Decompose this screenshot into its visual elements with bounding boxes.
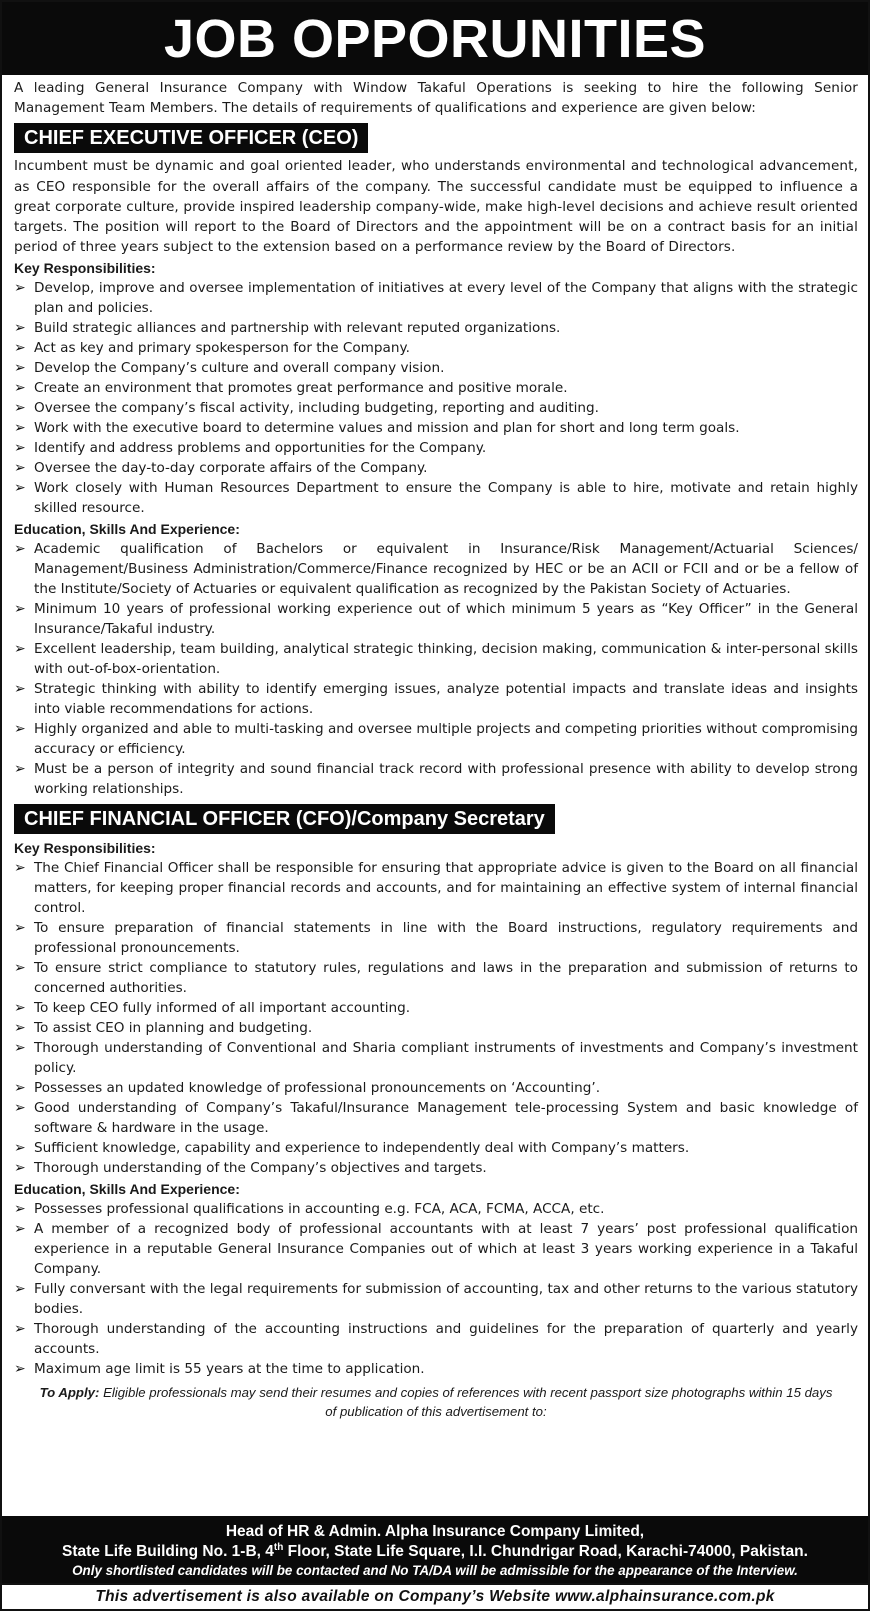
list-item: ➢ Build strategic alliances and partnership with relevant reputed organizations. (14, 318, 858, 338)
advert-body (2, 75, 868, 1421)
list-item: ➢ Oversee the day-to-day corporate affairs of the Company. (14, 458, 858, 478)
list-item: ➢ To ensure strict compliance to statutory rules, regulations and laws in the preparation and submission of returns to concerned authorities. (14, 958, 858, 998)
contact-footer (2, 1516, 868, 1609)
cfo-section-heading: CHIEF FINANCIAL OFFICER (CFO)/Company Secretary (14, 804, 555, 834)
list-item: ➢ To assist CEO in planning and budgeting. (14, 1018, 858, 1038)
list-item: ➢ The Chief Financial Officer shall be responsible for ensuring that appropriate advice is given to the Board on all financial matters, for keeping proper financial records and accounts, and for maintaining an effective system of internal financial control. (14, 858, 858, 918)
list-item: ➢ Academic qualification of Bachelors or equivalent in Insurance/Risk Management/Actuarial Sciences/ Management/Business Administration/Commerce/Finance recognized by HEC or be an ACII or FCII and or be a fellow of the Institute/Society of Actuaries or equivalent qualification as recognized by the Pakistan Society of Actuaries. (14, 539, 858, 599)
list-item: ➢ Good understanding of Company’s Takaful/Insurance Management tele-processing System and basic knowledge of software & hardware in the usage. (14, 1098, 858, 1138)
address-ordinal: th (273, 1541, 284, 1553)
list-item: ➢ Possesses professional qualifications in accounting e.g. FCA, ACA, FCMA, ACCA, etc. (14, 1199, 858, 1219)
list-item: ➢ To ensure preparation of financial statements in line with the Board instructions, regulatory requirements and professional pronouncements. (14, 918, 858, 958)
list-item: ➢ Thorough understanding of the Company’s objectives and targets. (14, 1158, 858, 1178)
ceo-responsibilities-list (14, 278, 858, 518)
cfo-education-heading: Education, Skills And Experience: (14, 1181, 240, 1198)
list-item: ➢ Develop the Company’s culture and overall company vision. (14, 358, 858, 378)
advert-title: JOB OPPORUNITIES (2, 2, 868, 75)
list-item: ➢ To keep CEO fully informed of all important accounting. (14, 998, 858, 1018)
list-item: ➢ A member of a recognized body of professional accountants with at least 7 years’ post professional qualification experience in a reputable General Insurance Companies out of which at least 3 years working experience in a Takaful Company. (14, 1219, 858, 1279)
contact-address (6, 1542, 864, 1562)
ceo-section-heading: CHIEF EXECUTIVE OFFICER (CEO) (14, 123, 368, 153)
ceo-description: Incumbent must be dynamic and goal oriented leader, who understands environmental and technological advancement, as CEO responsible for the overall affairs of the company. The successful candidate must be equipped to influence a great corporate culture, provide inspired leadership company-wide, make high-level decisions and achieve result oriented targets. The position will report to the Board of Directors and the appointment will be on a contract basis for an initial period of three years subject to the extension based on a performance review by the Board of Directors. (14, 158, 858, 256)
shortlist-notice: Only shortlisted candidates will be contacted and No TA/DA will be admissible for the appearance of the Interview. (72, 1563, 798, 1578)
apply-text: Eligible professionals may send their resumes and copies of references with recent passport size photographs within 15 days of publication of this advertisement to: (103, 1385, 833, 1420)
list-item: ➢ Create an environment that promotes great performance and positive morale. (14, 378, 858, 398)
list-item: ➢ Sufficient knowledge, capability and experience to independently deal with Company’s matters. (14, 1138, 858, 1158)
list-item: ➢ Identify and address problems and opportunities for the Company. (14, 438, 858, 458)
cfo-education-list (14, 1199, 858, 1379)
list-item: ➢ Possesses an updated knowledge of professional pronouncements on ‘Accounting’. (14, 1078, 858, 1098)
ceo-responsibilities-heading: Key Responsibilities: (14, 260, 156, 277)
list-item: ➢ Fully conversant with the legal requirements for submission of accounting, tax and other returns to the various statutory bodies. (14, 1279, 858, 1319)
intro-paragraph: A leading General Insurance Company with Window Takaful Operations is seeking to hire the following Senior Management Team Members. The details of requirements of qualifications and experience are given below: (14, 80, 858, 117)
website-notice: This advertisement is also available on Company’s Website www.alphainsurance.com.pk (2, 1583, 868, 1609)
list-item: ➢ Maximum age limit is 55 years at the time to application. (14, 1359, 858, 1379)
list-item: ➢ Work closely with Human Resources Department to ensure the Company is able to hire, motivate and retain highly skilled resource. (14, 478, 858, 518)
ceo-education-list (14, 539, 858, 799)
list-item: ➢ Thorough understanding of Conventional and Sharia compliant instruments of investments and Company’s investment policy. (14, 1038, 858, 1078)
address-part: Floor, State Life Square, I.I. Chundrigar Road, Karachi-74000, Pakistan. (283, 1543, 808, 1560)
list-item: ➢ Develop, improve and oversee implementation of initiatives at every level of the Company that aligns with the strategic plan and policies. (14, 278, 858, 318)
apply-label: To Apply: (39, 1385, 100, 1401)
list-item: ➢ Must be a person of integrity and sound financial track record with professional presence with ability to develop strong working relationships. (14, 759, 858, 799)
list-item: ➢ Act as key and primary spokesperson for the Company. (14, 338, 858, 358)
list-item: ➢ Minimum 10 years of professional working experience out of which minimum 5 years as “Key Officer” in the General Insurance/Takaful industry. (14, 599, 858, 639)
cfo-responsibilities-list (14, 858, 858, 1178)
address-part: State Life Building No. 1-B, 4 (62, 1543, 274, 1560)
list-item: ➢ Thorough understanding of the accounting instructions and guidelines for the preparation of quarterly and yearly accounts. (14, 1319, 858, 1359)
list-item: ➢ Highly organized and able to multi-tasking and oversee multiple projects and competing priorities without compromising accuracy or efficiency. (14, 719, 858, 759)
ceo-education-heading: Education, Skills And Experience: (14, 521, 240, 538)
list-item: ➢ Strategic thinking with ability to identify emerging issues, analyze potential impacts and translate ideas and insights into viable recommendations for actions. (14, 679, 858, 719)
contact-recipient: Head of HR & Admin. Alpha Insurance Company Limited, (225, 1523, 645, 1540)
list-item: ➢ Excellent leadership, team building, analytical strategic thinking, decision making, communication & inter-personal skills with out-of-box-orientation. (14, 639, 858, 679)
list-item: ➢ Oversee the company’s fiscal activity, including budgeting, reporting and auditing. (14, 398, 858, 418)
list-item: ➢ Work with the executive board to determine values and mission and plan for short and long term goals. (14, 418, 858, 438)
apply-instructions (14, 1383, 858, 1421)
cfo-responsibilities-heading: Key Responsibilities: (14, 840, 156, 857)
